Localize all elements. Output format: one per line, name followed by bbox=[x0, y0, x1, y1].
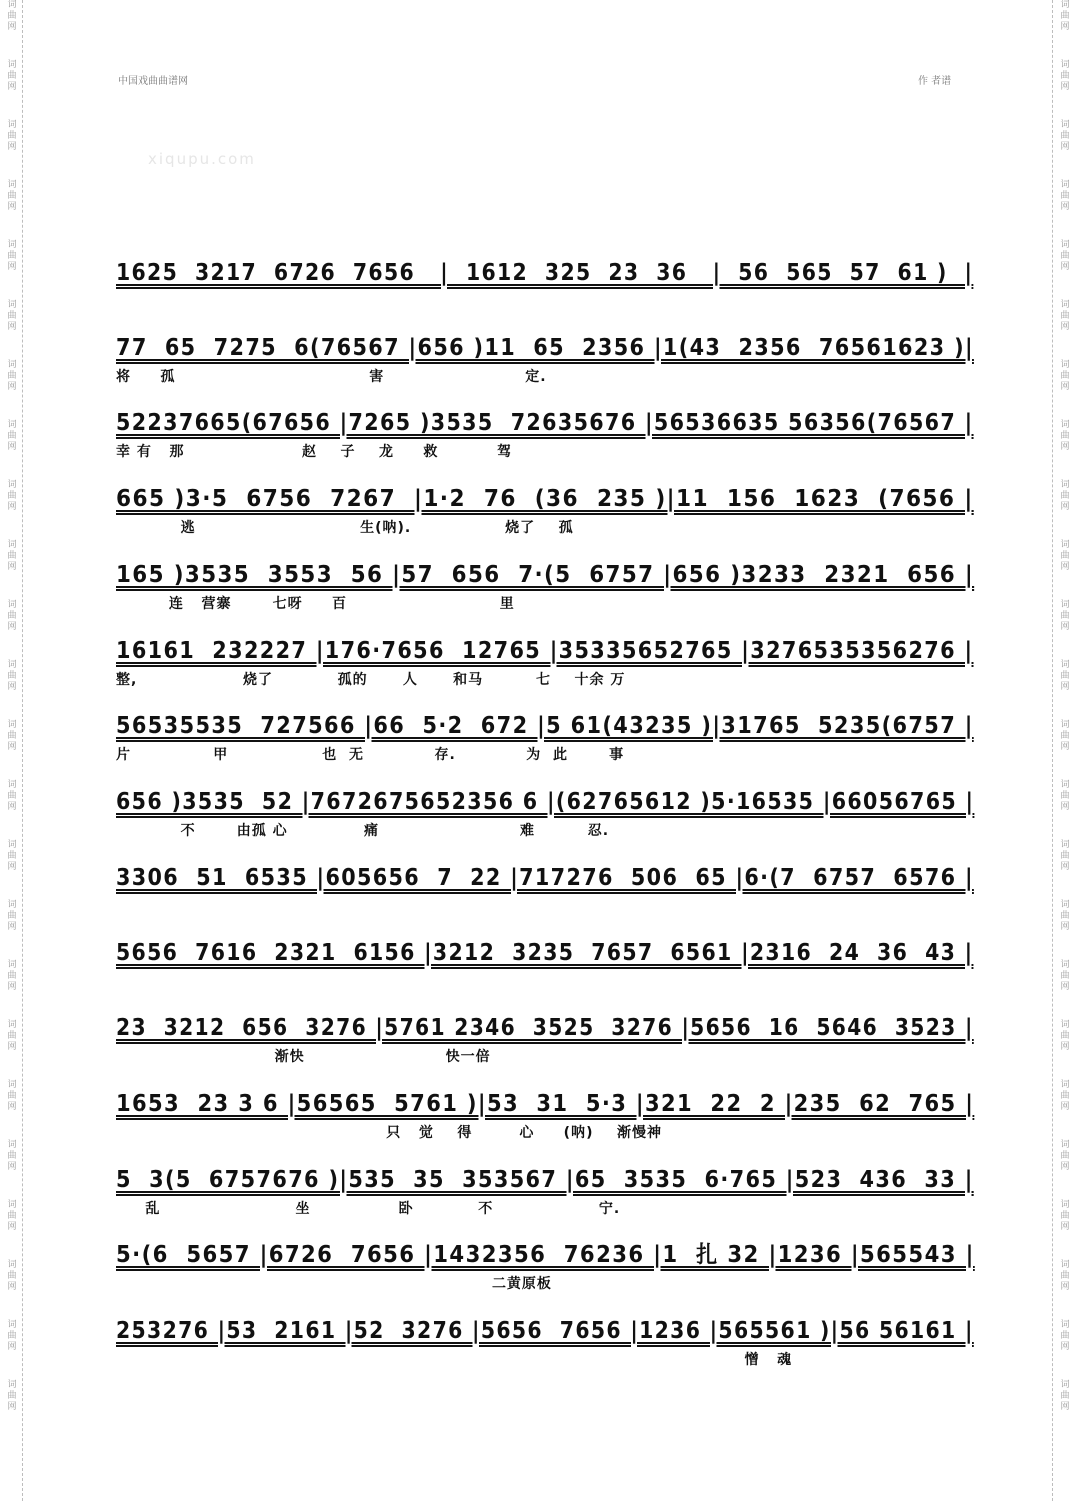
notation-row: 16161 232227 |176·7656 12765 |35335652765 |3276535356276 | bbox=[116, 638, 974, 664]
margin-watermark: 词 曲 网 bbox=[1060, 240, 1070, 272]
margin-watermark: 词 曲 网 bbox=[1060, 480, 1070, 512]
notation-row: 656 )3535 52 |7672675652356 6 |(62765612 )5·16535 |66056765 | bbox=[116, 789, 975, 815]
lyrics-row: 憎 魂 bbox=[116, 1352, 793, 1368]
margin-watermark: 词 曲 网 bbox=[7, 900, 17, 932]
margin-watermark: 词 曲 网 bbox=[7, 120, 17, 152]
notation-row: 5656 7616 2321 6156 |3212 3235 7657 6561 |2316 24 36 43 | bbox=[116, 940, 974, 966]
margin-watermark: 词 曲 网 bbox=[1060, 1140, 1070, 1172]
margin-watermark: 词 曲 网 bbox=[7, 600, 17, 632]
margin-watermark: 词 曲 网 bbox=[1060, 0, 1070, 32]
lyrics-row: 二黄原板 bbox=[116, 1276, 552, 1292]
left-margin-watermarks bbox=[3, 0, 21, 1440]
margin-watermark: 词 曲 网 bbox=[1060, 780, 1070, 812]
margin-watermark: 词 曲 网 bbox=[1060, 180, 1070, 212]
score-line bbox=[116, 636, 976, 712]
margin-watermark: 词 曲 网 bbox=[1060, 660, 1070, 692]
notation-row: 5·(6 5657 |6726 7656 |1432356 76236 |1 扎 32 |1236 |565543 | bbox=[116, 1242, 975, 1268]
score-line bbox=[116, 333, 976, 409]
margin-watermark: 词 曲 网 bbox=[1060, 1320, 1070, 1352]
margin-watermark: 词 曲 网 bbox=[1060, 360, 1070, 392]
margin-watermark: 词 曲 网 bbox=[1060, 300, 1070, 332]
lyrics-row: 整, 烧了 孤的 人 和马 七 十余 万 bbox=[116, 672, 626, 688]
notation-row: 52237665(67656 |7265 )3535 72635676 |56536635 56356(76567 | bbox=[116, 410, 974, 436]
notation-row: 1653 23 3 6 |56565 5761 )|53 31 5·3 |321 22 2 |235 62 765 | bbox=[116, 1091, 975, 1117]
score-line bbox=[116, 711, 976, 787]
score-line bbox=[116, 863, 976, 939]
score-line bbox=[116, 408, 976, 484]
notation-row: 1625 3217 6726 7656 | 1612 325 23 36 | 56 565 57 61 ) | bbox=[116, 260, 974, 286]
margin-watermark: 词 曲 网 bbox=[1060, 60, 1070, 92]
notation-row: 5 3(5 6757676 )|535 35 353567 |65 3535 6·765 |523 436 33 | bbox=[116, 1167, 974, 1193]
margin-watermark: 词 曲 网 bbox=[7, 1380, 17, 1412]
margin-watermark: 词 曲 网 bbox=[7, 0, 17, 32]
margin-watermark: 词 曲 网 bbox=[7, 780, 17, 812]
margin-watermark: 词 曲 网 bbox=[1060, 600, 1070, 632]
margin-watermark: 词 曲 网 bbox=[1060, 1080, 1070, 1112]
lyrics-row: 幸 有 那 赵 子 龙 救 驾 bbox=[116, 444, 513, 460]
right-margin-line bbox=[1052, 0, 1053, 1501]
header-author: 作 者谱 bbox=[918, 76, 952, 87]
notation-row: 3306 51 6535 |605656 7 22 |717276 506 65 |6·(7 6757 6576 | bbox=[116, 865, 974, 891]
notation-row: 253276 |53 2161 |52 3276 |5656 7656 |1236 |565561 )|56 56161 | bbox=[116, 1318, 974, 1344]
notation-row: 77 65 7275 6(76567 |656 )11 65 2356 |1(43 2356 76561623 )| bbox=[116, 335, 974, 361]
margin-watermark: 词 曲 网 bbox=[7, 1260, 17, 1292]
margin-watermark: 词 曲 网 bbox=[7, 420, 17, 452]
lyrics-row: 片 甲 也 无 存. 为 此 事 bbox=[116, 747, 625, 763]
margin-watermark: 词 曲 网 bbox=[7, 1020, 17, 1052]
margin-watermark: 词 曲 网 bbox=[7, 720, 17, 752]
score-line bbox=[116, 484, 976, 560]
margin-watermark: 词 曲 网 bbox=[7, 360, 17, 392]
margin-watermark: 词 曲 网 bbox=[1060, 1200, 1070, 1232]
margin-watermark: 词 曲 网 bbox=[7, 300, 17, 332]
notation-row: 165 )3535 3553 56 |57 656 7·(5 6757 |656 )3233 2321 656 | bbox=[116, 562, 975, 588]
margin-watermark: 词 曲 网 bbox=[1060, 1380, 1070, 1412]
notation-row: 56535535 727566 |66 5·2 672 |5 61(43235 )|31765 5235(6757 | bbox=[116, 713, 974, 739]
lyrics-row: 将 孤 害 定. bbox=[116, 369, 547, 385]
margin-watermark: 词 曲 网 bbox=[1060, 540, 1070, 572]
score-line bbox=[116, 938, 976, 1014]
margin-watermark: 词 曲 网 bbox=[1060, 1020, 1070, 1052]
lyrics-row: 只 觉 得 心 (呐) 渐慢神 bbox=[116, 1125, 662, 1141]
lyrics-row: 渐快 快一倍 bbox=[116, 1049, 491, 1065]
margin-watermark: 词 曲 网 bbox=[7, 1140, 17, 1172]
margin-watermark: 词 曲 网 bbox=[7, 840, 17, 872]
watermark: xiqupu.com bbox=[148, 150, 256, 168]
margin-watermark: 词 曲 网 bbox=[7, 540, 17, 572]
margin-watermark: 词 曲 网 bbox=[7, 1200, 17, 1232]
lyrics-row: 逃 生(呐). 烧了 孤 bbox=[116, 520, 574, 536]
margin-watermark: 词 曲 网 bbox=[7, 180, 17, 212]
margin-watermark: 词 曲 网 bbox=[7, 480, 17, 512]
margin-watermark: 词 曲 网 bbox=[1060, 1260, 1070, 1292]
header-site-name: 中国戏曲曲谱网 bbox=[118, 76, 188, 87]
margin-watermark: 词 曲 网 bbox=[1060, 840, 1070, 872]
notation-row: 23 3212 656 3276 |5761 2346 3525 3276 |5656 16 5646 3523 | bbox=[116, 1015, 974, 1041]
score-line bbox=[116, 560, 976, 636]
score-line bbox=[116, 258, 976, 334]
notation-row: 665 )3·5 6756 7267 |1·2 76 (36 235 )|11 156 1623 (7656 | bbox=[116, 486, 974, 512]
margin-watermark: 词 曲 网 bbox=[7, 240, 17, 272]
margin-watermark: 词 曲 网 bbox=[1060, 720, 1070, 752]
margin-watermark: 词 曲 网 bbox=[7, 660, 17, 692]
score-line bbox=[116, 1240, 976, 1316]
right-margin-watermarks bbox=[1056, 0, 1074, 1440]
margin-watermark: 词 曲 网 bbox=[1060, 420, 1070, 452]
lyrics-row: 不 由孤 心 痛 难 忍. bbox=[116, 823, 610, 839]
lyrics-row: 连 营寨 七呀 百 里 bbox=[116, 596, 515, 612]
margin-watermark: 词 曲 网 bbox=[7, 60, 17, 92]
score-line bbox=[116, 787, 976, 863]
margin-watermark: 词 曲 网 bbox=[7, 1320, 17, 1352]
margin-watermark: 词 曲 网 bbox=[1060, 120, 1070, 152]
score-line bbox=[116, 1013, 976, 1089]
left-margin-line bbox=[22, 0, 23, 1501]
margin-watermark: 词 曲 网 bbox=[7, 1080, 17, 1112]
margin-watermark: 词 曲 网 bbox=[7, 960, 17, 992]
lyrics-row: 乱 坐 卧 不 宁. bbox=[116, 1201, 621, 1217]
score-line bbox=[116, 1316, 976, 1392]
margin-watermark: 词 曲 网 bbox=[1060, 960, 1070, 992]
score-line bbox=[116, 1165, 976, 1241]
margin-watermark: 词 曲 网 bbox=[1060, 900, 1070, 932]
score-line bbox=[116, 1089, 976, 1165]
